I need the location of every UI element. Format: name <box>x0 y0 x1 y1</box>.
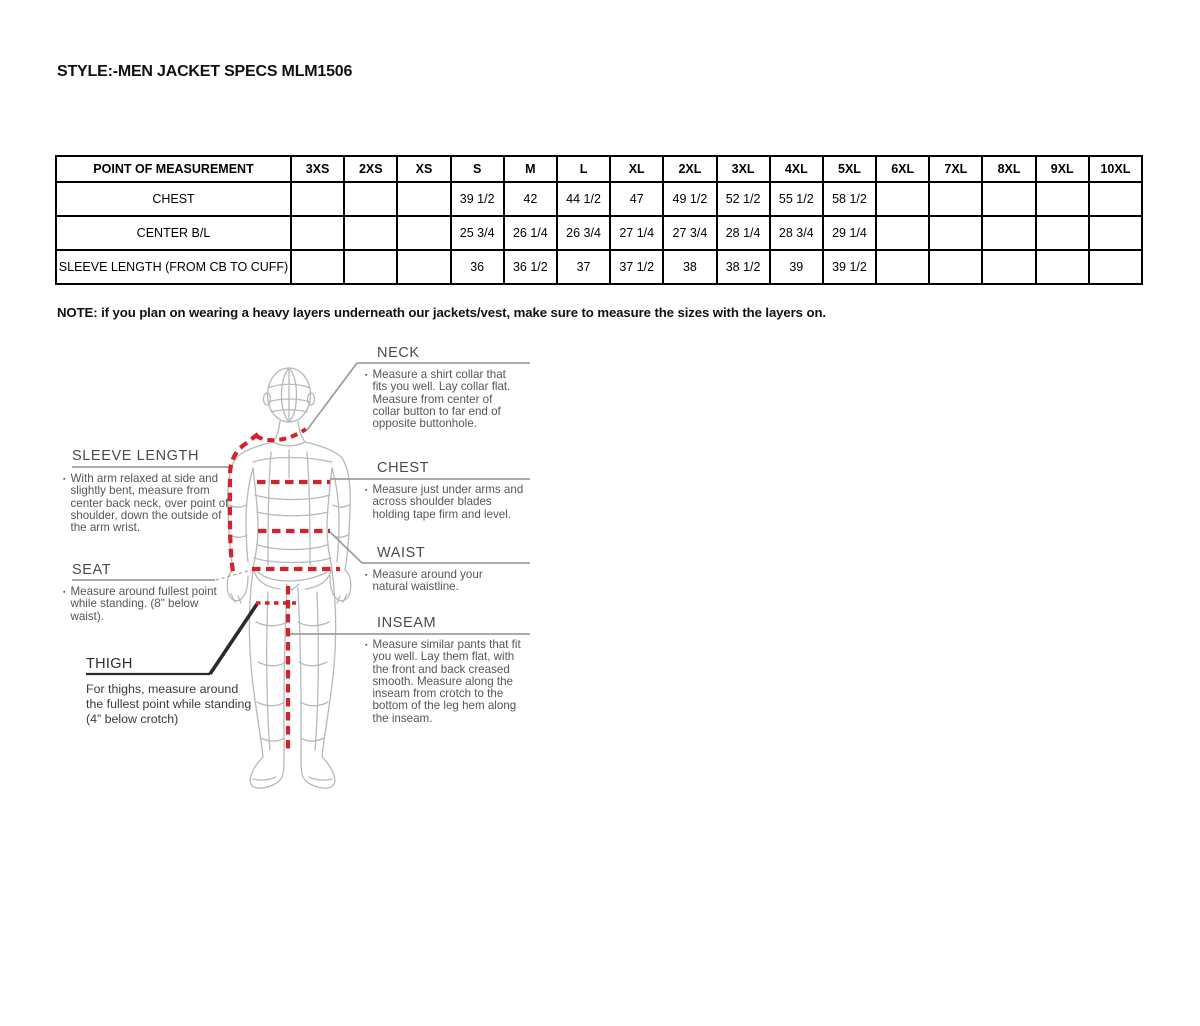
size-chart-table <box>55 155 1143 285</box>
size-value-cell: 49 1/2 <box>663 182 716 216</box>
size-header: 8XL <box>982 156 1035 182</box>
callout-thigh-text: For thighs, measure around the fullest point while standing (4” below crotch) <box>86 682 252 726</box>
size-header: XL <box>610 156 663 182</box>
bullet-icon: ▪ <box>365 572 368 579</box>
size-header: 3XL <box>717 156 770 182</box>
size-value-cell <box>291 250 344 284</box>
size-value-cell: 39 1/2 <box>823 250 876 284</box>
size-value-cell <box>982 182 1035 216</box>
size-table-head-row <box>56 156 1142 182</box>
size-header: L <box>557 156 610 182</box>
size-value-cell: 38 <box>663 250 716 284</box>
size-value-cell <box>397 216 450 250</box>
callout-neck-heading: NECK <box>377 345 420 361</box>
size-value-cell <box>291 182 344 216</box>
size-value-cell: 42 <box>504 182 557 216</box>
size-value-cell: 55 1/2 <box>770 182 823 216</box>
callout-sleeve-length-text: ▪ With arm relaxed at side and slightly bent, measure from center back neck, over point of shoulder, down the outside of the arm wrist. <box>63 472 229 535</box>
size-header: 2XL <box>663 156 716 182</box>
size-value-cell <box>982 216 1035 250</box>
size-value-cell <box>1089 250 1142 284</box>
callout-seat-text: ▪ Measure around fullest point while standing. (8" below waist). <box>63 585 217 623</box>
size-header: 2XS <box>344 156 397 182</box>
size-header: 5XL <box>823 156 876 182</box>
point-of-measurement-header: POINT OF MEASUREMENT <box>56 156 291 182</box>
size-value-cell: 58 1/2 <box>823 182 876 216</box>
size-value-cell <box>982 250 1035 284</box>
size-header: M <box>504 156 557 182</box>
callout-inseam-text: ▪ Measure similar pants that fit you well. Lay them flat, with the front and back creased smooth. Measure along the inseam from crotch to the bottom of the leg hem along the inseam. <box>365 638 521 725</box>
size-value-cell <box>344 182 397 216</box>
size-value-cell <box>876 250 929 284</box>
size-header: XS <box>397 156 450 182</box>
size-value-cell <box>876 182 929 216</box>
callout-thigh-heading: THIGH <box>86 656 133 672</box>
size-value-cell: 52 1/2 <box>717 182 770 216</box>
callout-chest-heading: CHEST <box>377 460 430 476</box>
bullet-icon: ▪ <box>365 642 368 649</box>
size-value-cell <box>1089 216 1142 250</box>
size-value-cell: 29 1/4 <box>823 216 876 250</box>
bullet-icon: ▪ <box>63 589 66 596</box>
size-header: 4XL <box>770 156 823 182</box>
page-title: STYLE:-MEN JACKET SPECS MLM1506 <box>57 63 353 80</box>
size-header: S <box>451 156 504 182</box>
callout-sleeve-length-heading: SLEEVE LENGTH <box>72 448 200 464</box>
size-table-head <box>56 156 1142 182</box>
size-value-cell: 27 3/4 <box>663 216 716 250</box>
size-value-cell: 25 3/4 <box>451 216 504 250</box>
size-value-cell: 36 <box>451 250 504 284</box>
size-value-cell: 28 3/4 <box>770 216 823 250</box>
table-row <box>56 182 1142 216</box>
size-value-cell <box>397 182 450 216</box>
neck-measure-line <box>256 429 306 440</box>
size-value-cell <box>929 250 982 284</box>
size-value-cell <box>929 216 982 250</box>
callout-waist-heading: WAIST <box>377 545 426 561</box>
size-header: 6XL <box>876 156 929 182</box>
size-value-cell <box>876 216 929 250</box>
size-value-cell: 44 1/2 <box>557 182 610 216</box>
table-row <box>56 216 1142 250</box>
size-value-cell: 37 1/2 <box>610 250 663 284</box>
size-value-cell: 27 1/4 <box>610 216 663 250</box>
size-value-cell: 39 1/2 <box>451 182 504 216</box>
size-value-cell <box>1036 216 1089 250</box>
measurement-row-label: CHEST <box>56 182 291 216</box>
size-header: 9XL <box>1036 156 1089 182</box>
size-value-cell: 38 1/2 <box>717 250 770 284</box>
size-value-cell <box>344 216 397 250</box>
size-value-cell: 26 3/4 <box>557 216 610 250</box>
size-value-cell <box>1036 250 1089 284</box>
size-value-cell: 39 <box>770 250 823 284</box>
measurement-row-label: SLEEVE LENGTH (FROM CB TO CUFF) <box>56 250 291 284</box>
size-value-cell: 28 1/4 <box>717 216 770 250</box>
size-header: 3XS <box>291 156 344 182</box>
size-value-cell: 26 1/4 <box>504 216 557 250</box>
table-row <box>56 250 1142 284</box>
size-header: 7XL <box>929 156 982 182</box>
measurement-row-label: CENTER B/L <box>56 216 291 250</box>
bullet-icon: ▪ <box>63 476 66 483</box>
measurement-note: NOTE: if you plan on wearing a heavy layers underneath our jackets/vest, make sure to measure the sizes with the layers on. <box>57 305 826 320</box>
callout-chest-text: ▪ Measure just under arms and across shoulder blades holding tape firm and level. <box>365 483 524 521</box>
callout-waist-text: ▪ Measure around your natural waistline. <box>365 568 483 594</box>
callout-inseam-heading: INSEAM <box>377 615 437 631</box>
size-value-cell <box>1036 182 1089 216</box>
size-value-cell <box>397 250 450 284</box>
size-value-cell <box>344 250 397 284</box>
callout-seat-heading: SEAT <box>72 562 112 578</box>
bullet-icon: ▪ <box>365 372 368 379</box>
size-value-cell: 36 1/2 <box>504 250 557 284</box>
size-value-cell: 47 <box>610 182 663 216</box>
size-header: 10XL <box>1089 156 1142 182</box>
size-value-cell <box>1089 182 1142 216</box>
size-table-body <box>56 182 1142 284</box>
bullet-icon: ▪ <box>365 487 368 494</box>
size-value-cell: 37 <box>557 250 610 284</box>
size-value-cell <box>291 216 344 250</box>
size-value-cell <box>929 182 982 216</box>
callout-neck-text: ▪ Measure a shirt collar that fits you well. Lay collar flat. Measure from center of collar button to far end of opposite buttonhole. <box>365 368 511 431</box>
